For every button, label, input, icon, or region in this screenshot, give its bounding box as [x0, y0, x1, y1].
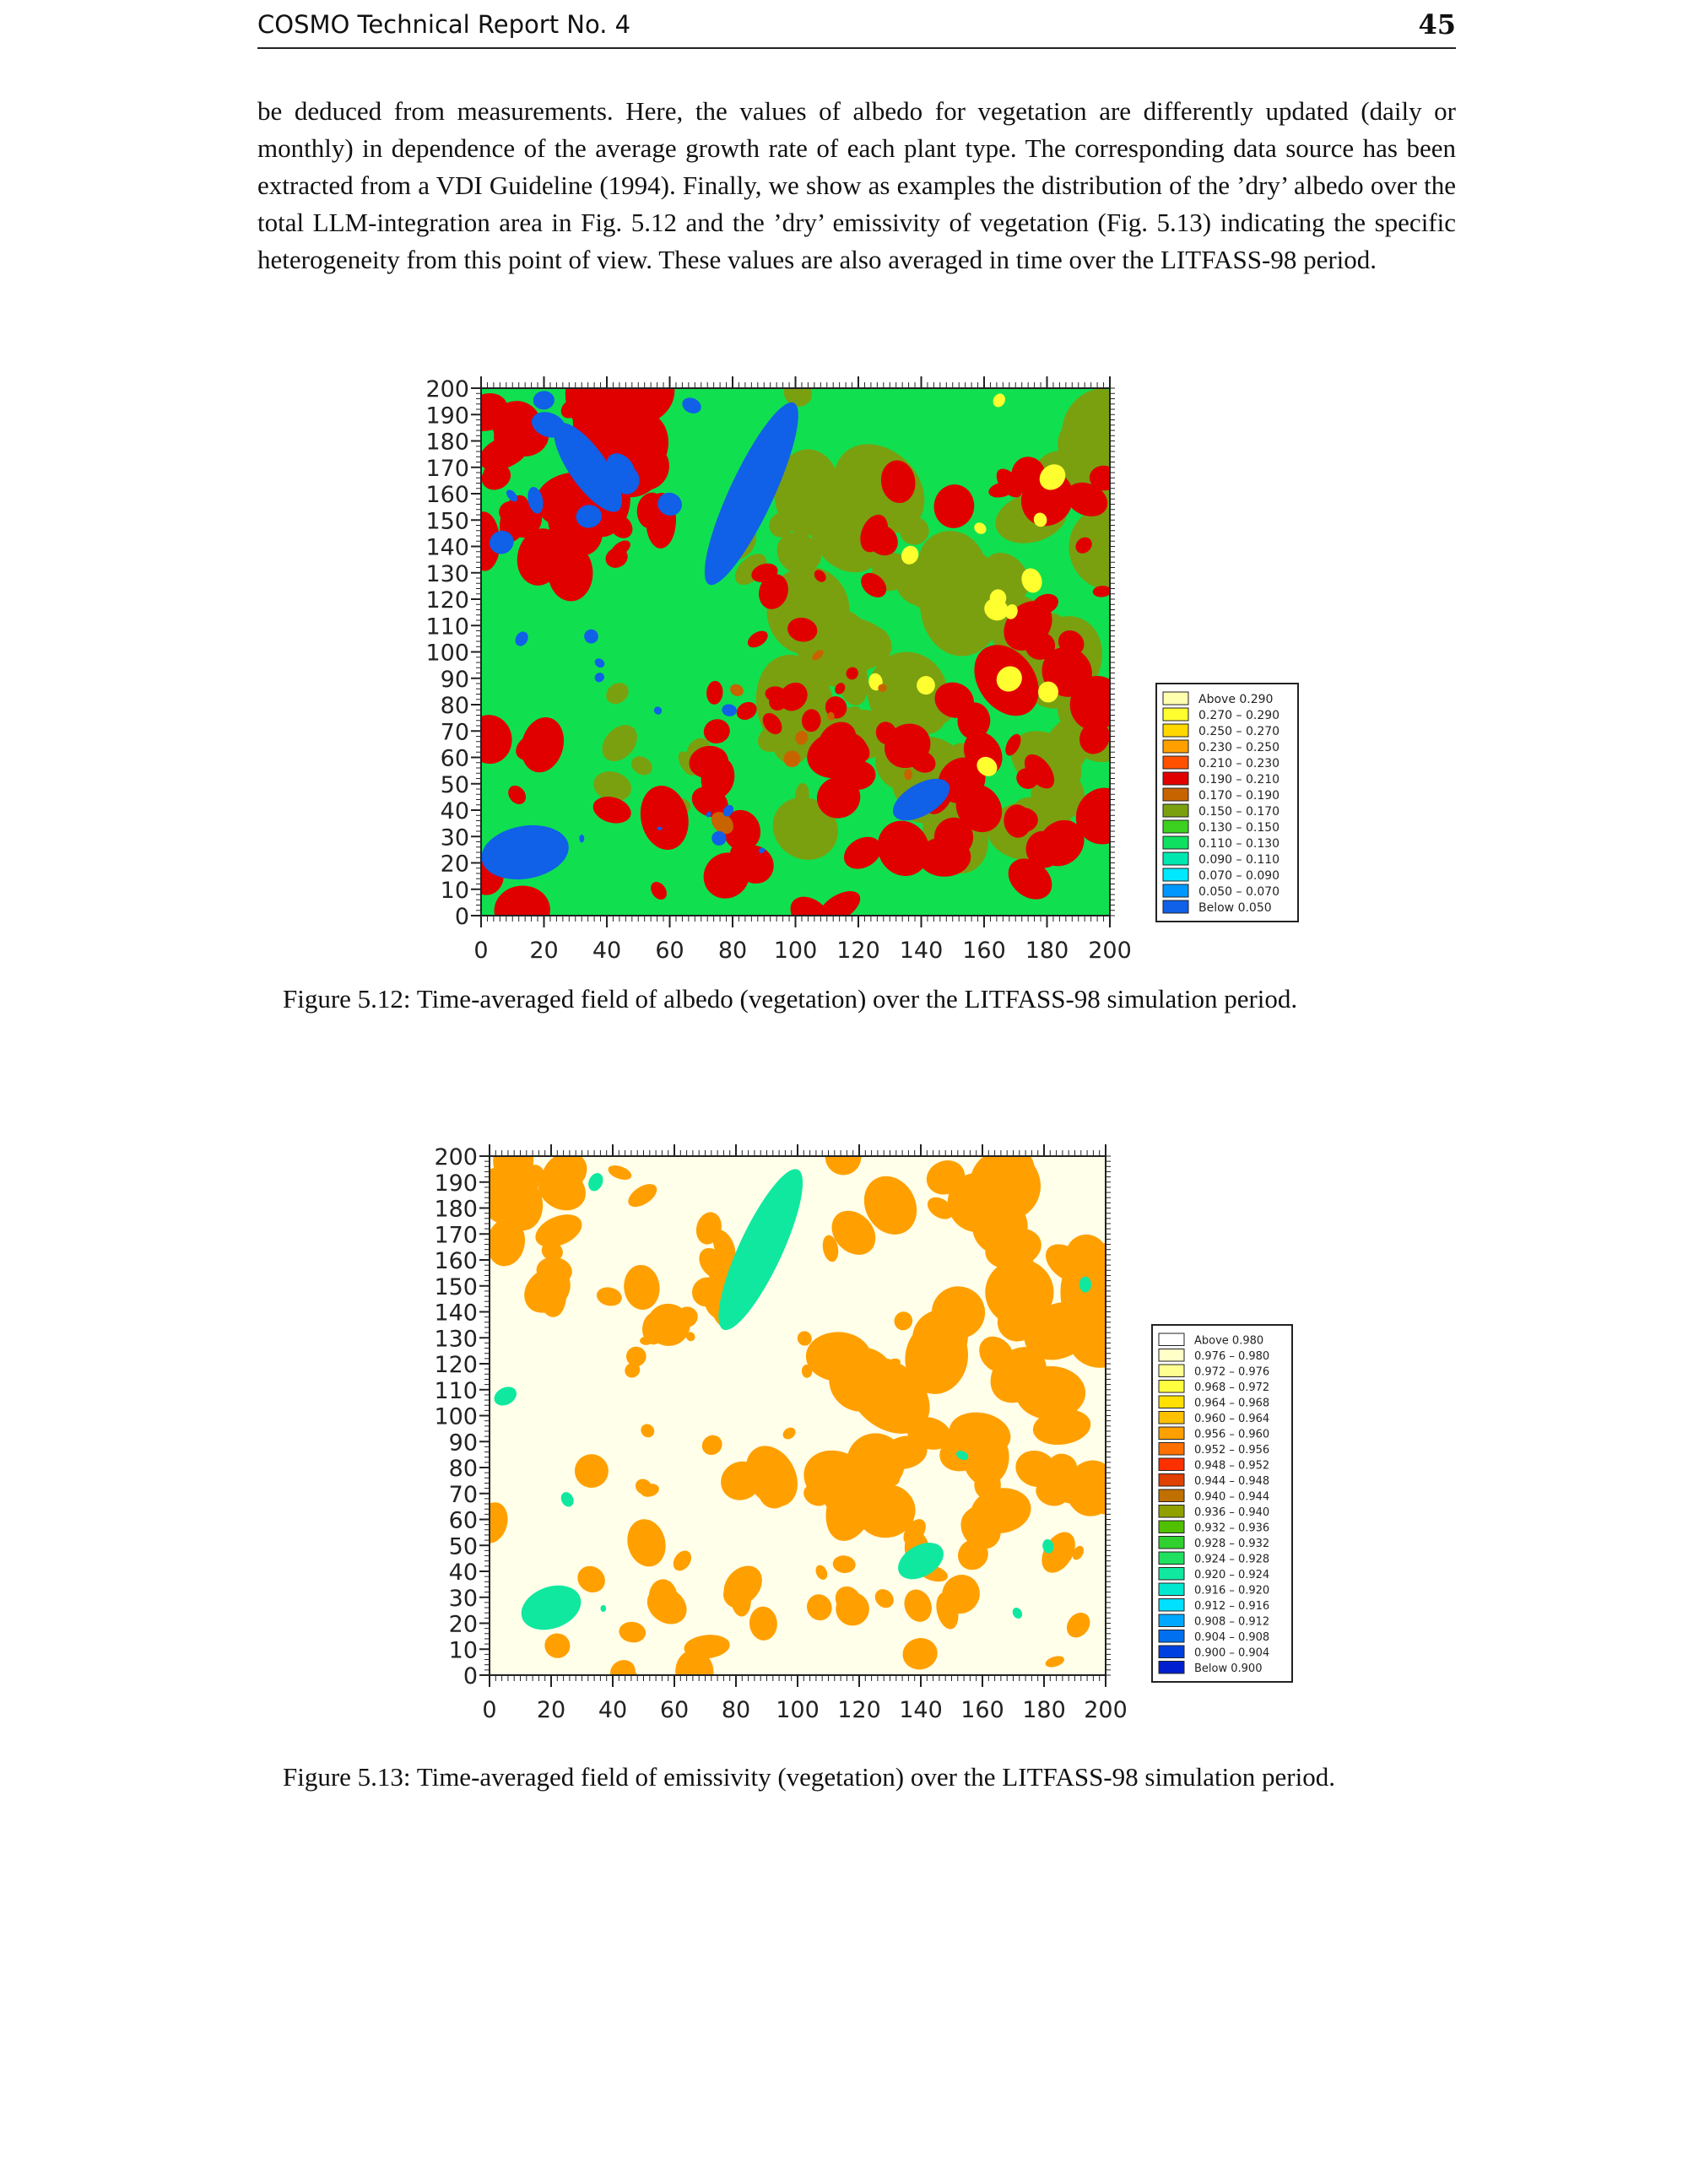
y-tick-label: 60: [448, 1507, 478, 1534]
legend-label: Above 0.290: [1198, 693, 1274, 706]
x-tick-label: 60: [659, 1697, 690, 1723]
x-tick-label: 0: [473, 938, 489, 962]
legend-label: 0.960 – 0.964: [1194, 1413, 1270, 1425]
x-tick-label: 20: [529, 938, 559, 962]
x-tick-label: 160: [960, 1697, 1004, 1723]
y-tick-label: 190: [434, 1170, 478, 1197]
legend-label: 0.210 – 0.230: [1198, 757, 1280, 770]
y-tick-label: 160: [434, 1248, 478, 1274]
x-tick-label: 180: [1022, 1697, 1066, 1723]
y-tick-label: 50: [448, 1533, 478, 1560]
legend-label: 0.936 – 0.940: [1194, 1506, 1270, 1519]
legend-swatch: [1159, 1583, 1184, 1596]
x-tick-label: 200: [1084, 1697, 1128, 1723]
legend-label: 0.050 – 0.070: [1198, 885, 1280, 899]
legend-swatch: [1159, 1599, 1184, 1612]
y-tick-label: 30: [448, 1585, 478, 1612]
x-tick-label: 120: [836, 938, 880, 962]
y-tick-label: 200: [425, 376, 469, 403]
y-tick-label: 40: [440, 798, 469, 824]
legend-label: 0.932 – 0.936: [1194, 1522, 1270, 1535]
x-tick-label: 140: [899, 1697, 943, 1723]
legend-label: Below 0.900: [1194, 1662, 1263, 1675]
legend-label: 0.170 – 0.190: [1198, 789, 1280, 803]
figure-caption-emissivity: Figure 5.13: Time-averaged field of emissivity (vegetation) over the LITFASS-98 simulation period.: [283, 1762, 1335, 1792]
legend-label: 0.900 – 0.904: [1194, 1646, 1270, 1660]
legend-swatch: [1159, 1552, 1184, 1565]
legend-swatch: [1159, 1630, 1184, 1643]
figure-albedo-map: [397, 354, 1300, 962]
y-tick-label: 110: [434, 1377, 478, 1404]
legend-swatch: [1163, 708, 1188, 721]
running-header: [257, 8, 1456, 49]
y-tick-label: 90: [440, 666, 469, 693]
y-tick-label: 120: [425, 587, 469, 614]
y-tick-label: 80: [440, 693, 469, 719]
legend-label: 0.928 – 0.932: [1194, 1538, 1270, 1550]
legend-label: 0.904 – 0.908: [1194, 1631, 1270, 1644]
legend-label: 0.920 – 0.924: [1194, 1569, 1270, 1581]
y-tick-label: 200: [434, 1144, 478, 1170]
legend-swatch: [1159, 1349, 1184, 1362]
legend-label: 0.952 – 0.956: [1194, 1444, 1270, 1457]
legend-label: 0.924 – 0.928: [1194, 1553, 1270, 1566]
y-tick-label: 70: [448, 1481, 478, 1508]
y-tick-label: 70: [440, 719, 469, 746]
legend-label: 0.972 – 0.976: [1194, 1365, 1270, 1379]
legend-label: 0.940 – 0.944: [1194, 1490, 1270, 1504]
x-tick-label: 160: [962, 938, 1006, 962]
legend-label: 0.070 – 0.090: [1198, 869, 1280, 883]
legend-swatch: [1163, 772, 1188, 785]
legend-label: 0.190 – 0.210: [1198, 773, 1280, 787]
y-tick-label: 100: [425, 640, 469, 667]
x-tick-label: 100: [776, 1697, 820, 1723]
y-tick-label: 140: [425, 534, 469, 561]
legend-swatch: [1159, 1474, 1184, 1487]
legend-swatch: [1159, 1537, 1184, 1549]
legend-swatch: [1163, 724, 1188, 737]
legend-swatch: [1159, 1489, 1184, 1502]
y-tick-label: 180: [434, 1196, 478, 1223]
legend-swatch: [1159, 1662, 1184, 1674]
x-tick-label: 200: [1088, 938, 1132, 962]
x-tick-label: 0: [482, 1697, 497, 1723]
y-tick-label: 80: [448, 1456, 478, 1482]
legend-swatch: [1159, 1614, 1184, 1627]
x-tick-label: 40: [598, 1697, 628, 1723]
emissivity-map-plot: [405, 1114, 1300, 1734]
legend-swatch: [1159, 1365, 1184, 1377]
legend-label: 0.150 – 0.170: [1198, 805, 1280, 819]
legend-swatch: [1159, 1646, 1184, 1658]
x-tick-label: 80: [717, 938, 748, 962]
legend-label: 0.948 – 0.952: [1194, 1459, 1270, 1473]
x-tick-label: 180: [1025, 938, 1069, 962]
x-tick-label: 40: [592, 938, 622, 962]
figure-caption-albedo: Figure 5.12: Time-averaged field of albedo (vegetation) over the LITFASS-98 simulation period.: [283, 984, 1298, 1014]
legend-swatch: [1159, 1396, 1184, 1408]
legend-swatch: [1159, 1412, 1184, 1424]
y-tick-label: 20: [440, 851, 469, 878]
figure-emissivity-map: [405, 1114, 1300, 1734]
x-tick-label: 140: [899, 938, 944, 962]
report-title: COSMO Technical Report No. 4: [257, 10, 631, 39]
legend-label: 0.968 – 0.972: [1194, 1381, 1270, 1394]
y-tick-label: 160: [425, 482, 469, 508]
legend-swatch: [1159, 1443, 1184, 1456]
y-tick-label: 20: [448, 1611, 478, 1638]
y-tick-label: 190: [425, 403, 469, 430]
legend-swatch: [1159, 1521, 1184, 1533]
legend-label: 0.130 – 0.150: [1198, 821, 1280, 835]
legend-swatch: [1159, 1458, 1184, 1471]
page-number: 45: [1418, 8, 1456, 41]
y-tick-label: 150: [434, 1273, 478, 1300]
y-tick-label: 130: [425, 560, 469, 587]
body-paragraph: be deduced from measurements. Here, the values of albedo for vegetation are differently updated (daily or monthly) in dependence of the average growth rate of each plant type. The corresponding data source has been extracted from a VDI Guideline (1994). Finally, we show as examples the distribution of the ’dry’ albedo over the total LLM-integration area in Fig. 5.12 and the ’dry’ emissivity of vegetation (Fig. 5.13) indicating the specific heterogeneity from this point of view. These values are also averaged in time over the LITFASS-98 period.: [257, 96, 1456, 274]
legend-swatch: [1163, 852, 1188, 865]
legend-label: 0.956 – 0.960: [1194, 1428, 1270, 1441]
legend-swatch: [1163, 836, 1188, 849]
y-tick-label: 120: [434, 1352, 478, 1378]
legend-label: 0.912 – 0.916: [1194, 1600, 1270, 1613]
legend-swatch: [1163, 692, 1188, 705]
y-tick-label: 30: [440, 824, 469, 851]
legend-swatch: [1163, 756, 1188, 769]
albedo-map-plot: [397, 354, 1300, 962]
legend-swatch: [1163, 868, 1188, 881]
y-tick-label: 10: [440, 877, 469, 904]
legend-label: 0.964 – 0.968: [1194, 1397, 1270, 1410]
y-tick-label: 60: [440, 745, 469, 772]
y-tick-label: 130: [434, 1326, 478, 1353]
x-tick-label: 120: [837, 1697, 881, 1723]
y-tick-label: 140: [434, 1300, 478, 1327]
legend-label: Below 0.050: [1198, 901, 1272, 915]
x-tick-label: 100: [773, 938, 818, 962]
y-tick-label: 10: [448, 1637, 478, 1664]
legend-swatch: [1163, 884, 1188, 897]
legend-label: 0.976 – 0.980: [1194, 1350, 1270, 1363]
legend-swatch: [1163, 788, 1188, 801]
x-tick-label: 60: [655, 938, 684, 962]
y-tick-label: 90: [448, 1430, 478, 1457]
x-tick-label: 80: [721, 1697, 751, 1723]
y-tick-label: 170: [434, 1222, 478, 1249]
y-tick-label: 170: [425, 455, 469, 482]
x-tick-label: 20: [536, 1697, 566, 1723]
legend-label: 0.230 – 0.250: [1198, 741, 1280, 754]
legend-label: 0.916 – 0.920: [1194, 1584, 1270, 1597]
legend-label: 0.908 – 0.912: [1194, 1615, 1270, 1629]
legend-swatch: [1159, 1381, 1184, 1393]
legend-swatch: [1159, 1568, 1184, 1581]
legend-swatch: [1163, 900, 1188, 913]
y-tick-label: 180: [425, 429, 469, 456]
legend-label: 0.944 – 0.948: [1194, 1475, 1270, 1488]
legend-label: 0.250 – 0.270: [1198, 725, 1280, 738]
legend-swatch: [1159, 1333, 1184, 1346]
y-tick-label: 150: [425, 508, 469, 535]
legend-swatch: [1159, 1506, 1184, 1518]
y-tick-label: 100: [434, 1403, 478, 1430]
legend-label: 0.090 – 0.110: [1198, 853, 1280, 867]
legend-label: Above 0.980: [1194, 1334, 1264, 1348]
map-field: [467, 1135, 1134, 1695]
y-tick-label: 50: [440, 771, 469, 798]
legend-swatch: [1163, 804, 1188, 817]
legend-swatch: [1163, 740, 1188, 753]
y-tick-label: 40: [448, 1560, 478, 1586]
legend-label: 0.110 – 0.130: [1198, 837, 1280, 851]
legend-swatch: [1159, 1427, 1184, 1440]
y-tick-label: 0: [454, 904, 469, 930]
y-tick-label: 110: [425, 614, 469, 641]
legend-label: 0.270 – 0.290: [1198, 709, 1280, 722]
legend-swatch: [1163, 820, 1188, 833]
y-tick-label: 0: [463, 1663, 478, 1689]
